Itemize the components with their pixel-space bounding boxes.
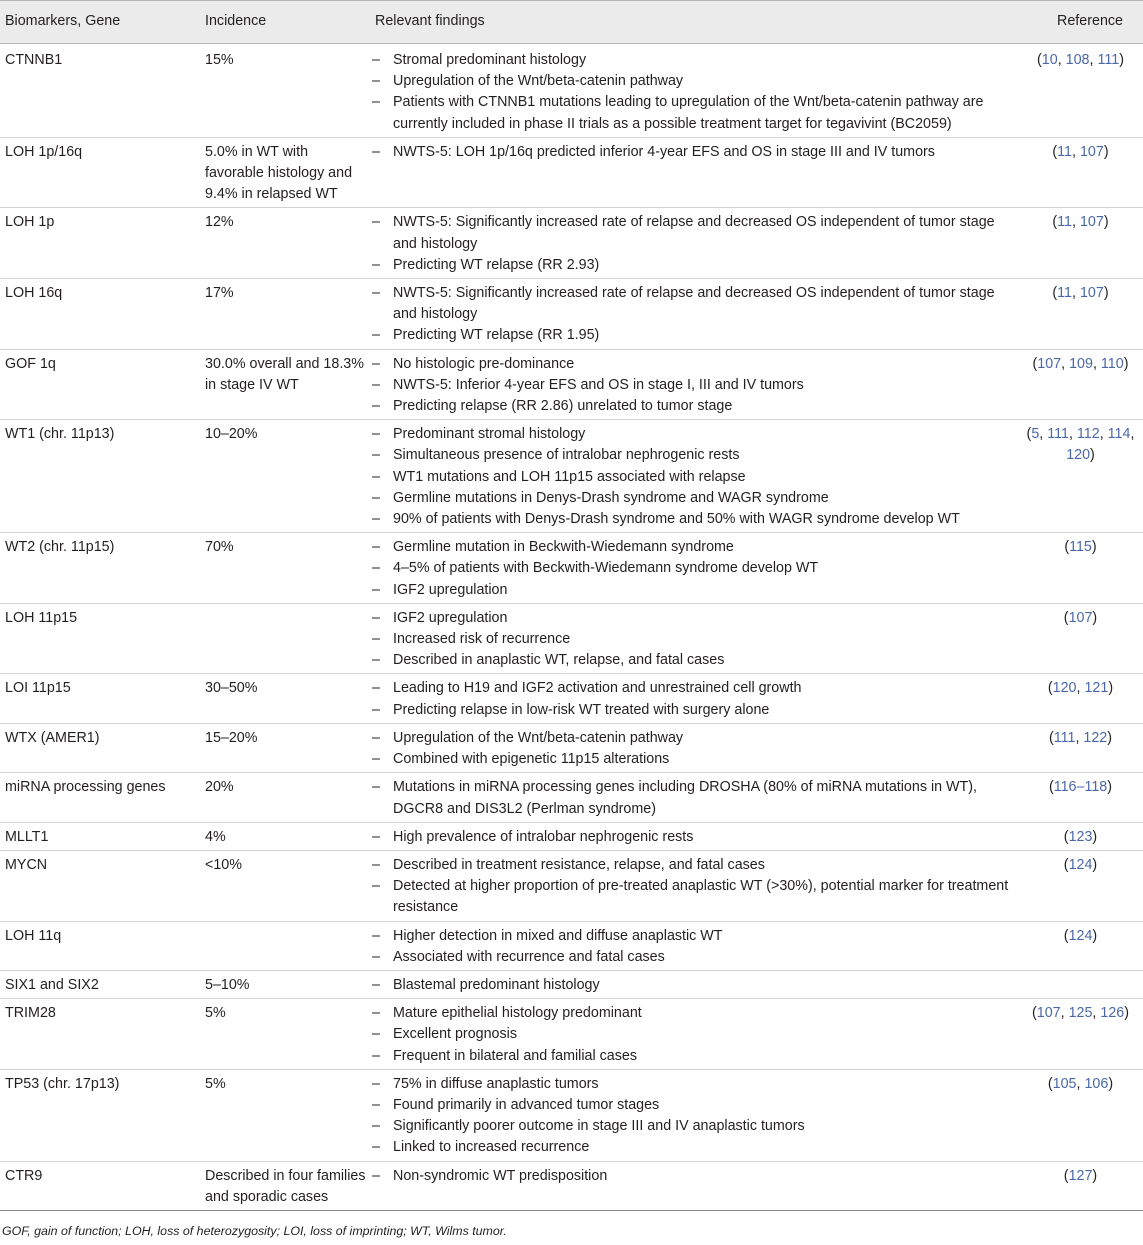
bullet-dash: –: [372, 948, 380, 965]
finding-item: [370, 1137, 1014, 1158]
reference-link[interactable]: 111: [1053, 729, 1076, 746]
cell-findings: [370, 773, 1018, 822]
table-row: [0, 723, 1143, 772]
cell-reference: (5, 111, 112, 114, 120): [1018, 420, 1143, 533]
reference-link[interactable]: 107: [1036, 1005, 1061, 1022]
finding-item: [370, 608, 1014, 629]
reference-link[interactable]: 107: [1037, 355, 1062, 372]
finding-item: [370, 325, 1014, 346]
finding-item: [370, 580, 1014, 601]
bullet-dash: –: [372, 701, 380, 718]
finding-text: Patients with CTNNB1 mutations leading to upregulation of the Wnt/beta-catenin pathway are currently included in phase II trials as a possible treatment target for tegavivint (BC2059): [393, 94, 984, 132]
cell-incidence: 30–50%: [200, 674, 370, 723]
reference-link[interactable]: 126: [1100, 1005, 1125, 1022]
table-row: [0, 208, 1143, 279]
finding-text: Leading to H19 and IGF2 activation and unrestrained cell growth: [393, 680, 802, 697]
reference-link[interactable]: 107: [1079, 143, 1104, 160]
cell-reference: (120, 121): [1018, 674, 1143, 723]
cell-reference: (124): [1018, 850, 1143, 921]
cell-reference: (115): [1018, 533, 1143, 604]
finding-item: [370, 926, 1014, 947]
finding-text: Germline mutation in Beckwith-Wiedemann syndrome: [393, 539, 734, 556]
cell-findings: [370, 208, 1018, 279]
bullet-dash: –: [372, 398, 380, 415]
bullet-dash: –: [372, 214, 380, 231]
cell-gene: LOH 1p/16q: [0, 137, 200, 208]
cell-gene: CTNNB1: [0, 44, 200, 138]
reference-link[interactable]: 112: [1076, 426, 1100, 443]
bullet-dash: –: [372, 1005, 380, 1022]
finding-text: Predicting relapse in low-risk WT treated with surgery alone: [393, 701, 770, 718]
finding-text: NWTS-5: Significantly increased rate of relapse and decreased OS independent of tumor stage and histology: [393, 285, 995, 323]
cell-reference: (11, 107): [1018, 208, 1143, 279]
finding-text: Blastemal predominant histology: [393, 976, 600, 993]
finding-item: [370, 467, 1014, 488]
table-body: [0, 44, 1143, 1211]
bullet-dash: –: [372, 511, 380, 528]
reference-link[interactable]: 107: [1079, 285, 1104, 302]
cell-gene: GOF 1q: [0, 349, 200, 420]
finding-text: Non-syndromic WT predisposition: [393, 1167, 608, 1184]
bullet-dash: –: [372, 1075, 380, 1092]
finding-text: Upregulation of the Wnt/beta-catenin pathway: [393, 73, 684, 90]
bullet-dash: –: [372, 1026, 380, 1043]
cell-incidence: 5.0% in WT with favorable histology and 9.4% in relapsed WT: [200, 137, 370, 208]
cell-findings: [370, 603, 1018, 674]
finding-text: 90% of patients with Denys-Drash syndrome and 50% with WAGR syndrome develop WT: [393, 511, 960, 528]
bullet-dash: –: [372, 680, 380, 697]
bullet-dash: –: [372, 285, 380, 302]
finding-item: [370, 975, 1014, 996]
finding-text: Predicting relapse (RR 2.86) unrelated to tumor stage: [393, 398, 733, 415]
cell-incidence: 30.0% overall and 18.3% in stage IV WT: [200, 349, 370, 420]
reference-link[interactable]: 109: [1069, 355, 1093, 372]
bullet-dash: –: [372, 631, 380, 648]
finding-text: Predominant stromal histology: [393, 426, 586, 443]
table-row: [0, 850, 1143, 921]
finding-item: [370, 1074, 1014, 1095]
cell-reference: (107, 109, 110): [1018, 349, 1143, 420]
finding-item: [370, 876, 1014, 918]
table-row: [0, 44, 1143, 138]
cell-incidence: 70%: [200, 533, 370, 604]
cell-findings: [370, 137, 1018, 208]
table-row: [0, 603, 1143, 674]
finding-item: [370, 255, 1014, 276]
table-row: [0, 137, 1143, 208]
finding-item: [370, 678, 1014, 699]
cell-gene: WT1 (chr. 11p13): [0, 420, 200, 533]
cell-reference: (107): [1018, 603, 1143, 674]
reference-link[interactable]: 115: [1069, 539, 1092, 556]
cell-findings: [370, 970, 1018, 998]
finding-text: NWTS-5: LOH 1p/16q predicted inferior 4-year EFS and OS in stage III and IV tumors: [393, 143, 935, 160]
cell-gene: LOH 11q: [0, 921, 200, 970]
cell-incidence: 15%: [200, 44, 370, 138]
table-row: [0, 533, 1143, 604]
reference-link[interactable]: 108: [1065, 52, 1090, 68]
cell-reference: (124): [1018, 921, 1143, 970]
reference-link[interactable]: 11: [1057, 214, 1073, 231]
finding-text: NWTS-5: Inferior 4-year EFS and OS in stage I, III and IV tumors: [393, 376, 804, 393]
cell-findings: [370, 1161, 1018, 1210]
bullet-dash: –: [372, 73, 380, 90]
cell-reference: (107, 125, 126): [1018, 999, 1143, 1070]
reference-link[interactable]: 11: [1057, 285, 1073, 302]
reference-link[interactable]: 114: [1107, 426, 1131, 443]
finding-item: [370, 1024, 1014, 1045]
reference-link[interactable]: 124: [1068, 927, 1093, 944]
cell-reference: (111, 122): [1018, 723, 1143, 772]
reference-link[interactable]: 123: [1068, 828, 1093, 845]
bullet-dash: –: [372, 447, 380, 464]
table-row: [0, 970, 1143, 998]
finding-item: [370, 71, 1014, 92]
cell-incidence: 17%: [200, 279, 370, 350]
finding-item: [370, 1116, 1014, 1137]
bullet-dash: –: [372, 828, 380, 845]
finding-item: [370, 728, 1014, 749]
finding-item: [370, 424, 1014, 445]
cell-gene: LOH 1p: [0, 208, 200, 279]
table-header: [0, 1, 1143, 44]
table-footnote: GOF, gain of function; LOH, loss of heterozygosity; LOI, loss of imprinting; WT, Wilms tumor.: [2, 1223, 507, 1238]
cell-gene: CTR9: [0, 1161, 200, 1210]
bullet-dash: –: [372, 560, 380, 577]
finding-text: Excellent prognosis: [393, 1026, 517, 1043]
finding-text: Found primarily in advanced tumor stages: [393, 1096, 660, 1113]
reference-link[interactable]: 120: [1052, 680, 1077, 697]
header-reference: Reference: [1018, 1, 1143, 44]
header-gene: Biomarkers, Gene: [0, 1, 200, 44]
finding-item: [370, 283, 1014, 325]
finding-text: WT1 mutations and LOH 11p15 associated with relapse: [393, 468, 746, 485]
bullet-dash: –: [372, 751, 380, 768]
bullet-dash: –: [372, 355, 380, 372]
table-row: [0, 349, 1143, 420]
cell-incidence: Described in four families and sporadic cases: [200, 1161, 370, 1210]
reference-link[interactable]: 124: [1068, 856, 1093, 873]
reference-link[interactable]: 110: [1100, 355, 1124, 372]
reference-link[interactable]: 111: [1047, 426, 1069, 443]
cell-incidence: 4%: [200, 822, 370, 850]
finding-item: [370, 650, 1014, 671]
finding-text: Increased risk of recurrence: [393, 631, 571, 648]
cell-findings: [370, 279, 1018, 350]
finding-item: [370, 509, 1014, 530]
bullet-dash: –: [372, 1139, 380, 1156]
cell-incidence: 15–20%: [200, 723, 370, 772]
finding-item: [370, 855, 1014, 876]
finding-item: [370, 777, 1014, 819]
table-row: [0, 822, 1143, 850]
cell-incidence: 5–10%: [200, 970, 370, 998]
reference-link[interactable]: 125: [1068, 1005, 1093, 1022]
table-row: [0, 674, 1143, 723]
cell-incidence: 10–20%: [200, 420, 370, 533]
cell-findings: [370, 420, 1018, 533]
finding-text: 4–5% of patients with Beckwith-Wiedemann syndrome develop WT: [393, 560, 819, 577]
cell-gene: SIX1 and SIX2: [0, 970, 200, 998]
bullet-dash: –: [372, 94, 380, 111]
reference-link[interactable]: 107: [1068, 609, 1093, 626]
bullet-dash: –: [372, 927, 380, 944]
header-row: [0, 1, 1143, 44]
table-row: [0, 773, 1143, 822]
cell-gene: LOI 11p15: [0, 674, 200, 723]
bullet-dash: –: [372, 609, 380, 626]
finding-item: [370, 212, 1014, 254]
bullet-dash: –: [372, 856, 380, 873]
bullet-dash: –: [372, 1118, 380, 1135]
cell-gene: TRIM28: [0, 999, 200, 1070]
cell-reference: (127): [1018, 1161, 1143, 1210]
cell-incidence: 12%: [200, 208, 370, 279]
bullet-dash: –: [372, 729, 380, 746]
reference-link[interactable]: 105: [1052, 1075, 1077, 1092]
table-row: [0, 1161, 1143, 1210]
finding-item: [370, 354, 1014, 375]
bullet-dash: –: [372, 878, 380, 895]
bullet-dash: –: [372, 1167, 380, 1184]
finding-item: [370, 1166, 1014, 1187]
header-findings: Relevant findings: [370, 1, 1018, 44]
reference-link[interactable]: 111: [1097, 52, 1120, 68]
cell-gene: MYCN: [0, 850, 200, 921]
finding-text: Linked to increased recurrence: [393, 1139, 590, 1156]
bullet-dash: –: [372, 1096, 380, 1113]
header-incidence: Incidence: [200, 1, 370, 44]
finding-item: [370, 1003, 1014, 1024]
bullet-dash: –: [372, 327, 380, 344]
cell-findings: [370, 999, 1018, 1070]
finding-text: Predicting WT relapse (RR 2.93): [393, 256, 600, 273]
bullet-dash: –: [372, 652, 380, 669]
finding-text: Stromal predominant histology: [393, 52, 587, 68]
bullet-dash: –: [372, 779, 380, 796]
cell-gene: WT2 (chr. 11p15): [0, 533, 200, 604]
reference-link[interactable]: 127: [1068, 1167, 1093, 1184]
cell-findings: [370, 921, 1018, 970]
finding-text: Germline mutations in Denys-Drash syndrome and WAGR syndrome: [393, 489, 829, 506]
cell-reference: (11, 107): [1018, 279, 1143, 350]
finding-text: Frequent in bilateral and familial cases: [393, 1047, 637, 1064]
bullet-dash: –: [372, 1047, 380, 1064]
cell-gene: LOH 11p15: [0, 603, 200, 674]
finding-text: Higher detection in mixed and diffuse anaplastic WT: [393, 927, 723, 944]
finding-text: No histologic pre-dominance: [393, 355, 575, 372]
cell-findings: [370, 723, 1018, 772]
reference-link[interactable]: 10: [1041, 52, 1058, 68]
reference-link[interactable]: 106: [1084, 1075, 1109, 1092]
bullet-dash: –: [372, 489, 380, 506]
bullet-dash: –: [372, 376, 380, 393]
finding-text: IGF2 upregulation: [393, 609, 508, 626]
finding-item: [370, 50, 1014, 71]
table-row: [0, 921, 1143, 970]
table-row: [0, 279, 1143, 350]
cell-findings: [370, 850, 1018, 921]
cell-findings: [370, 674, 1018, 723]
cell-incidence: [200, 603, 370, 674]
bullet-dash: –: [372, 426, 380, 443]
finding-text: Mutations in miRNA processing genes including DROSHA (80% of miRNA mutations in WT), DGCR8 and DIS3L2 (Perlman syndrome): [393, 779, 978, 817]
finding-item: [370, 827, 1014, 848]
reference-link[interactable]: 5: [1031, 426, 1040, 443]
cell-reference: (11, 107): [1018, 137, 1143, 208]
reference-link[interactable]: 120: [1066, 447, 1091, 464]
finding-item: [370, 558, 1014, 579]
finding-text: Upregulation of the Wnt/beta-catenin pathway: [393, 729, 684, 746]
bullet-dash: –: [372, 581, 380, 598]
finding-item: [370, 749, 1014, 770]
finding-text: Associated with recurrence and fatal cases: [393, 948, 665, 965]
finding-text: IGF2 upregulation: [393, 581, 508, 598]
cell-reference: [1018, 970, 1143, 998]
cell-reference: (116–118): [1018, 773, 1143, 822]
cell-findings: [370, 822, 1018, 850]
cell-incidence: [200, 921, 370, 970]
finding-item: [370, 1095, 1014, 1116]
reference-link[interactable]: 121: [1084, 680, 1109, 697]
bullet-dash: –: [372, 256, 380, 273]
cell-incidence: 5%: [200, 1069, 370, 1161]
finding-text: Predicting WT relapse (RR 1.95): [393, 327, 600, 344]
finding-item: [370, 92, 1014, 134]
finding-text: NWTS-5: Significantly increased rate of relapse and decreased OS independent of tumor stage and histology: [393, 214, 995, 252]
cell-findings: [370, 1069, 1018, 1161]
finding-item: [370, 947, 1014, 968]
bullet-dash: –: [372, 52, 380, 68]
finding-text: Described in treatment resistance, relapse, and fatal cases: [393, 856, 765, 873]
finding-item: [370, 396, 1014, 417]
finding-text: Mature epithelial histology predominant: [393, 1005, 642, 1022]
cell-incidence: 20%: [200, 773, 370, 822]
cell-findings: [370, 533, 1018, 604]
cell-incidence: <10%: [200, 850, 370, 921]
finding-item: [370, 1046, 1014, 1067]
finding-item: [370, 700, 1014, 721]
bullet-dash: –: [372, 539, 380, 556]
reference-link[interactable]: 11: [1057, 143, 1073, 160]
finding-item: [370, 142, 1014, 163]
cell-reference: (10, 108, 111): [1018, 44, 1143, 138]
finding-text: Combined with epigenetic 11p15 alterations: [393, 751, 670, 768]
reference-link[interactable]: 107: [1079, 214, 1104, 231]
finding-text: 75% in diffuse anaplastic tumors: [393, 1075, 599, 1092]
finding-item: [370, 375, 1014, 396]
finding-text: Significantly poorer outcome in stage III and IV anaplastic tumors: [393, 1118, 805, 1135]
cell-gene: miRNA processing genes: [0, 773, 200, 822]
finding-text: Detected at higher proportion of pre-treated anaplastic WT (>30%), potential marker for treatment resistance: [393, 878, 1009, 916]
cell-gene: TP53 (chr. 17p13): [0, 1069, 200, 1161]
cell-findings: [370, 44, 1018, 138]
finding-text: High prevalence of intralobar nephrogenic rests: [393, 828, 694, 845]
cell-gene: LOH 16q: [0, 279, 200, 350]
bullet-dash: –: [372, 143, 380, 160]
cell-findings: [370, 349, 1018, 420]
cell-gene: MLLT1: [0, 822, 200, 850]
reference-link[interactable]: 122: [1083, 729, 1108, 746]
finding-item: [370, 537, 1014, 558]
cell-reference: (105, 106): [1018, 1069, 1143, 1161]
table-row: [0, 1069, 1143, 1161]
finding-text: Simultaneous presence of intralobar nephrogenic rests: [393, 447, 740, 464]
reference-link[interactable]: 116–118: [1053, 779, 1108, 796]
finding-item: [370, 488, 1014, 509]
cell-reference: (123): [1018, 822, 1143, 850]
bullet-dash: –: [372, 468, 380, 485]
finding-item: [370, 445, 1014, 466]
table-row: [0, 999, 1143, 1070]
finding-item: [370, 629, 1014, 650]
cell-gene: WTX (AMER1): [0, 723, 200, 772]
cell-incidence: 5%: [200, 999, 370, 1070]
finding-text: Described in anaplastic WT, relapse, and fatal cases: [393, 652, 725, 669]
table-row: [0, 420, 1143, 533]
bullet-dash: –: [372, 976, 380, 993]
